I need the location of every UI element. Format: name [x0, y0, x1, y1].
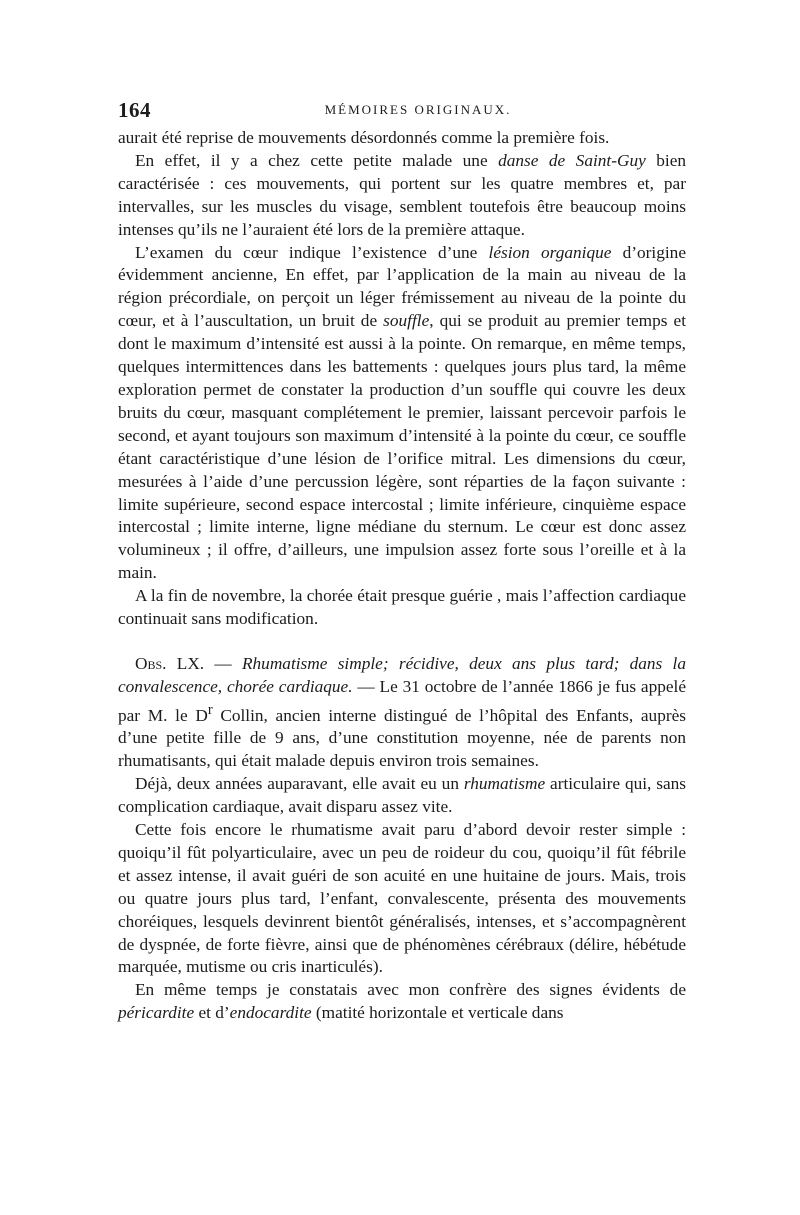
paragraph-examen-coeur: L’examen du cœur indique l’existence d’une lésion organique d’origine évidemment ancienne, En effet, par l’application de la main au niveau de la région précordiale, on perçoit un léger frémissement au niveau de la pointe du cœur, et à l’auscultation, un bruit de souffle, qui se produit au premier temps et dont le maximum d’intensité est aussi à la pointe. On remarque, en même temps, quelques intermittences dans les battements : quelques jours plus tard, la même exploration permet de constater la production d’un souffle qui couvre les deux bruits du cœur, masquant complétement le premier, laissant percevoir parfois le second, et ayant toujours son maximum d’intensité à la pointe du cœur, ce souffle étant caractéristique d’une lésion de l’orifice mitral. Les dimensions du cœur, mesurées à l’aide d’une percussion légère, sont réparties de la façon suivante : limite supérieure, second espace intercostal ; limite inférieure, cinquième espace intercostal ; limite interne, ligne médiane du sternum. Le cœur est donc assez volumineux ; il offre, d’ailleurs, une impulsion assez forte sous l’oreille et à la main.	[118, 242, 686, 583]
paragraph-continuation: aurait été reprise de mouvements désordonnés comme la première fois.	[118, 128, 610, 147]
paragraph-fin-novembre: A la fin de novembre, la chorée était presque guérie , mais l’affection cardiaque continuait sans modification.	[118, 586, 686, 629]
emphasis-souffle: souffle	[383, 311, 430, 331]
running-title: MÉMOIRES ORIGINAUX.	[324, 102, 512, 117]
paragraph-saint-guy: En effet, il y a chez cette petite malade une danse de Saint-Guy bien caractérisée : ces mouvements, qui portent sur les quatre membres et, par intervalles, sur les muscles du visage, semblent toutefois être beaucoup moins intenses qu’ils ne l’auraient été lors de la première attaque.	[118, 150, 687, 239]
emphasis-pericardite: péricardite	[118, 1003, 195, 1023]
paragraph-cette-fois: Cette fois encore le rhumatisme avait paru d’abord devoir rester simple : quoiqu’il fût polyarticulaire, avec un peu de roideur du cou, quoiqu’il fût fébrile et assez intense, il avait guéri de son acuité en une huitaine de jours. Mais, trois ou quatre jours plus tard, l’enfant, convalescente, présenta des mouvements choréiques, lesquels devinrent bientôt généralisés, intenses, et s’accompagnèrent de dyspnée, de forte fièvre, ainsi que de phénomènes cérébraux (délire, hébétude marquée, mutisme ou cris inarticulés).	[118, 820, 686, 977]
observation-label: Obs. LX.	[135, 653, 205, 673]
section-gap	[118, 631, 686, 653]
emphasis-danse-de-saint-guy: danse de Saint-Guy	[498, 150, 646, 170]
page-header	[118, 98, 698, 124]
page-number: 164	[118, 98, 151, 122]
observation-title: Rhumatisme simple; récidive, deux ans plus tard; dans la convalescence, chorée cardiaque.	[118, 653, 686, 696]
paragraph-rhumatisme: Déjà, deux années auparavant, elle avait eu un rhumatisme articulaire qui, sans complication cardiaque, avait disparu assez vite.	[118, 774, 686, 817]
paragraph-meme-temps: En même temps je constatais avec mon confrère des signes évidents de péricardite et d’endocardite (matité horizontale et verticale dans	[118, 980, 686, 1023]
emphasis-endocardite: endocardite	[229, 1003, 312, 1023]
observation-lx: Obs. LX. — Rhumatisme simple; récidive, deux ans plus tard; dans la convalescence, chorée cardiaque. — Le 31 octobre de l’année 1866 je fus appelé par M. le $D^r$ Collin, ancien interne distingué de l’hôpital des Enfants, auprès d’une petite fille de 9 ans, d’une constitution moyenne, née de parents non rhumatisants, qui était malade depuis environ trois semaines.	[118, 653, 687, 771]
emphasis-lesion-organique: lésion organique	[488, 242, 612, 262]
body-text	[118, 127, 686, 1025]
emphasis-rhumatisme: rhumatisme	[463, 774, 546, 794]
